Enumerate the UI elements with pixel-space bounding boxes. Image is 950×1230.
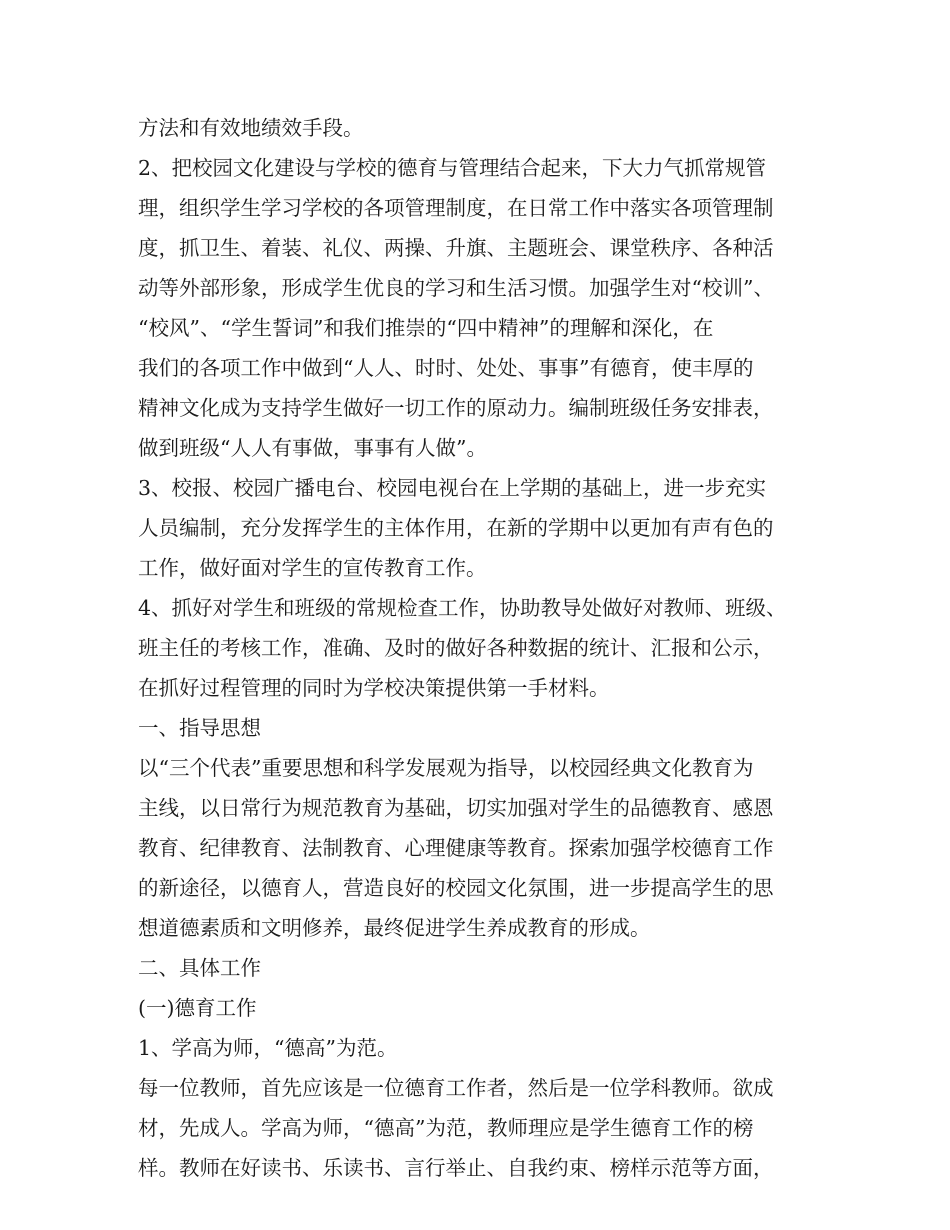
text-line: 度，抓卫生、着装、礼仪、两操、升旗、主题班会、课堂秩序、各种活	[138, 236, 774, 260]
text-line: 2、把校园文化建设与学校的德育与管理结合起来，下大力气抓常规管	[138, 156, 767, 180]
text-line: 的新途径，以德育人，营造良好的校园文化氛围，进一步提高学生的思	[138, 876, 774, 900]
text-line: 动等外部形象，形成学生优良的学习和生活习惯。加强学生对“校训”、	[138, 276, 774, 300]
text-line: 精神文化成为支持学生做好一切工作的原动力。编制班级任务安排表，	[138, 396, 774, 420]
text-line: 在抓好过程管理的同时为学校决策提供第一手材料。	[138, 676, 610, 700]
item-heading: 1、学高为师，“德高”为范。	[138, 1036, 398, 1060]
text-line: 样。教师在好读书、乐读书、言行举止、自我约束、榜样示范等方面，	[138, 1156, 774, 1180]
text-line: 材，先成人。学高为师，“德高”为范，教师理应是学生德育工作的榜	[138, 1116, 754, 1140]
text-line: 人员编制，充分发挥学生的主体作用，在新的学期中以更加有声有色的	[138, 516, 774, 540]
text-line: 工作，做好面对学生的宣传教育工作。	[138, 556, 487, 580]
text-line: 4、抓好对学生和班级的常规检查工作，协助教导处做好对教师、班级、	[138, 596, 787, 620]
text-line: 班主任的考核工作，准确、及时的做好各种数据的统计、汇报和公示，	[138, 636, 774, 660]
text-line: 每一位教师，首先应该是一位德育工作者，然后是一位学科教师。欲成	[138, 1076, 774, 1100]
text-line: 我们的各项工作中做到“人人、时时、处处、事事”有德育，使丰厚的	[138, 356, 754, 380]
text-line: 以“三个代表”重要思想和科学发展观为指导，以校园经典文化教育为	[138, 756, 754, 780]
document-body	[138, 108, 828, 1188]
section-heading: 二、具体工作	[138, 956, 261, 980]
text-line: 做到班级“人人有事做，事事有人做”。	[138, 436, 487, 460]
text-line: “校风”、“学生誓词”和我们推崇的“四中精神”的理解和深化，在	[138, 316, 714, 340]
text-line: 方法和有效地绩效手段。	[138, 116, 364, 140]
text-line: 教育、纪律教育、法制教育、心理健康等教育。探索加强学校德育工作	[138, 836, 774, 860]
section-heading: 一、指导思想	[138, 716, 261, 740]
text-line: 主线，以日常行为规范教育为基础，切实加强对学生的品德教育、感恩	[138, 796, 774, 820]
text-line: 想道德素质和文明修养，最终促进学生养成教育的形成。	[138, 916, 651, 940]
subsection-heading: (一)德育工作	[138, 996, 257, 1020]
text-line: 3、校报、校园广播电台、校园电视台在上学期的基础上，进一步充实	[138, 476, 767, 500]
text-line: 理，组织学生学习学校的各项管理制度，在日常工作中落实各项管理制	[138, 196, 774, 220]
